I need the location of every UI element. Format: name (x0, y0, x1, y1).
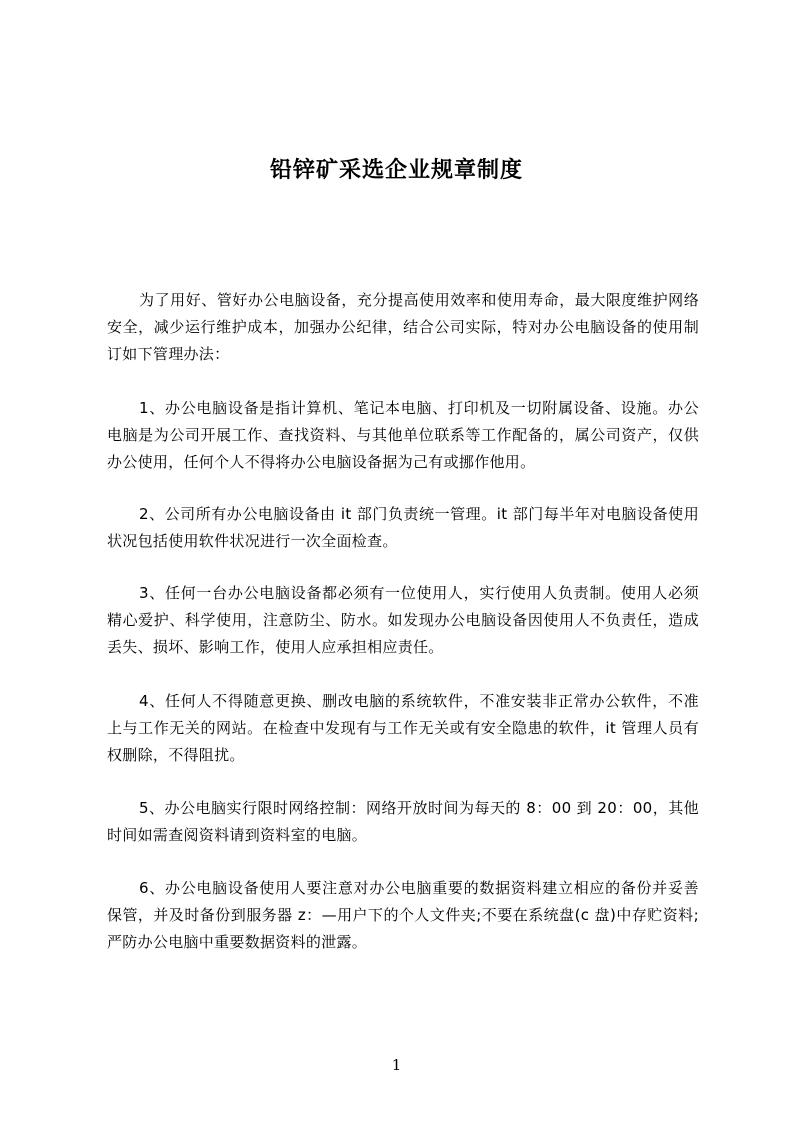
page-number: 1 (391, 1056, 402, 1074)
rule-paragraph-1: 1、办公电脑设备是指计算机、笔记本电脑、打印机及一切附属设备、设施。办公电脑是为公司开展工作、查找资料、与其他单位联系等工作配备的，属公司资产，仅供办公使用，任何个人不得将办公电脑设备据为己有或挪作他用。 (107, 399, 699, 471)
rule-paragraph-5: 5、办公电脑实行限时网络控制：网络开放时间为每天的 8：00 到 20：00，其他时间如需查阅资料请到资料室的电脑。 (107, 799, 699, 844)
intro-paragraph: 为了用好、管好办公电脑设备，充分提高使用效率和使用寿命，最大限度维护网络安全，减少运行维护成本，加强办公纪律，结合公司实际，特对办公电脑设备的使用制订如下管理办法： (107, 291, 699, 363)
rule-paragraph-4: 4、任何人不得随意更换、删改电脑的系统软件，不准安装非正常办公软件，不准上与工作无关的网站。在检查中发现有与工作无关或有安全隐患的软件，it 管理人员有权删除，不得阻扰。 (107, 692, 699, 764)
rule-paragraph-6: 6、办公电脑设备使用人要注意对办公电脑重要的数据资料建立相应的备份并妥善保管，并及时备份到服务器 z：—用户下的个人文件夹;不要在系统盘(c 盘)中存贮资料;严防办公电脑中重要数据资料的泄露。 (107, 879, 699, 951)
document-title: 铅锌矿采选企业规章制度 (269, 157, 523, 183)
rule-paragraph-2: 2、公司所有办公电脑设备由 it 部门负责统一管理。it 部门每半年对电脑设备使用状况包括使用软件状况进行一次全面检查。 (107, 505, 699, 550)
rule-paragraph-3: 3、任何一台办公电脑设备都必须有一位使用人，实行使用人负责制。使用人必须精心爱护、科学使用，注意防尘、防水。如发现办公电脑设备因使用人不负责任，造成丢失、损坏、影响工作，使用人应承担相应责任。 (107, 584, 699, 656)
